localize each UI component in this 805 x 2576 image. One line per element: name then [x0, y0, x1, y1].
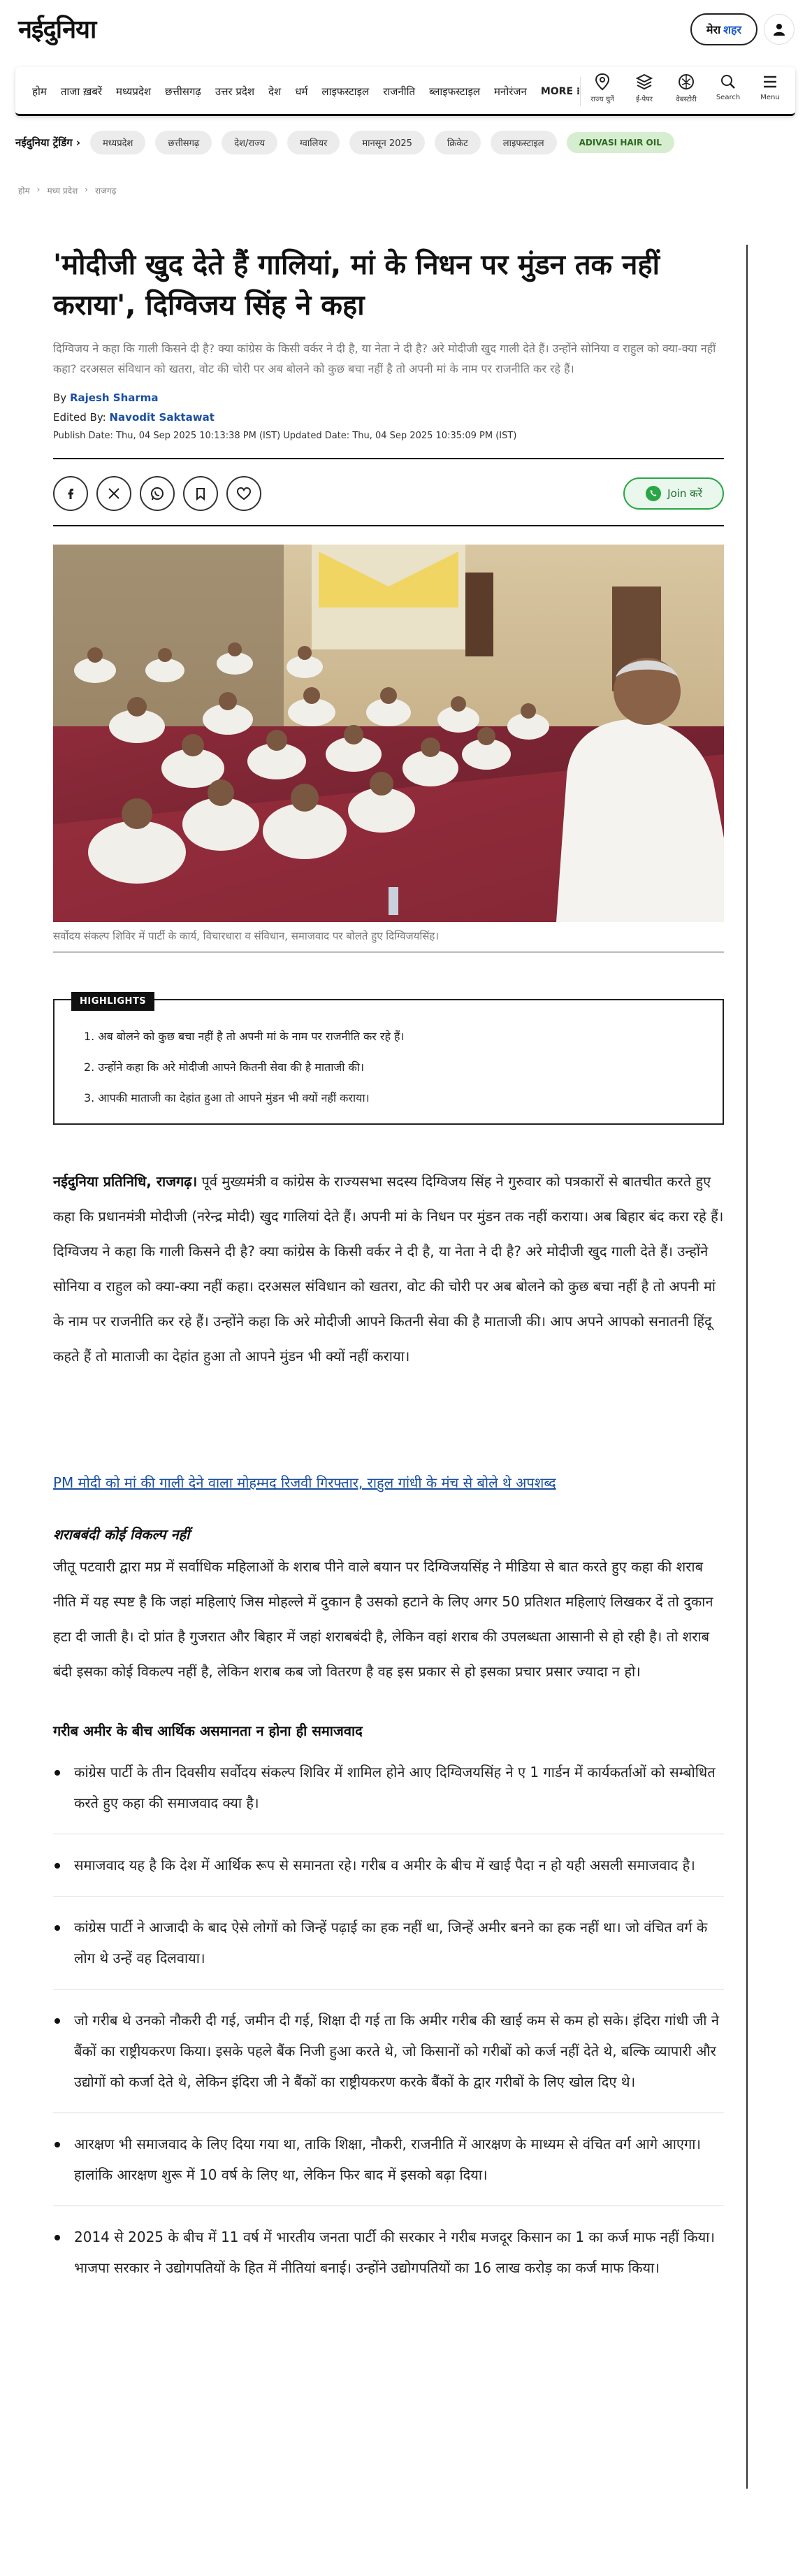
article: [53, 245, 724, 2314]
share-buttons: [53, 476, 261, 511]
user-icon: [772, 22, 786, 36]
trending-chip[interactable]: क्रिकेट: [435, 131, 481, 154]
webstory-label: वेबस्टोरी: [676, 96, 697, 103]
trending-chip[interactable]: मध्यप्रदेश: [90, 131, 145, 154]
related-article-link[interactable]: PM मोदी को मां की गाली देने वाला मोहम्मद रिजवी गिरफ्तार, राहुल गांधी के मंच से बोले थे अपशब्द: [53, 1474, 556, 1491]
bookmark-button[interactable]: [183, 476, 218, 511]
dateline: नईदुनिया प्रतिनिधि, राजगढ़।: [53, 1173, 198, 1190]
state-select-label: राज्य चुनें: [590, 96, 614, 103]
search-icon: [720, 73, 737, 91]
nav-item-entertainment[interactable]: मनोरंजन: [494, 85, 527, 98]
user-profile-button[interactable]: [764, 14, 795, 45]
highlights-box: [53, 996, 724, 1125]
trending-label: नईदुनिया ट्रेंडिंग ›: [15, 136, 80, 149]
menu-button[interactable]: [749, 73, 791, 103]
facebook-icon: [64, 487, 78, 501]
heart-icon: [236, 487, 252, 501]
highlights-list: [84, 1027, 706, 1108]
bullet-item: 2014 से 2025 के बीच में 11 वर्ष में भारतीय जनता पार्टी की सरकार ने गरीब मजदूर किसान का 1 का कर्ज माफ नहीं किया। भाजपा सरकार ने उद्योगपतियों के हित में नीतियां बनाई। उन्होंने उद्योगपतियों का 16 लाख करोड़ का कर्ज माफ किया।: [53, 2222, 724, 2298]
x-icon: [107, 487, 121, 501]
breadcrumb-item[interactable]: मध्य प्रदेश: [47, 186, 78, 196]
article-lead-paragraph: [53, 1164, 724, 1374]
share-row: [53, 458, 724, 526]
byline: [53, 391, 724, 404]
publish-dates: Publish Date: Thu, 04 Sep 2025 10:13:38 PM (IST) Updated Date: Thu, 04 Sep 2025 10:35:09 PM (IST): [53, 431, 517, 441]
nav-items: [25, 67, 587, 116]
bullet-item: आरक्षण भी समाजवाद के लिए दिया गया था, ताकि शिक्षा, नौकरी, राजनीति में आरक्षण के माध्यम से वंचित वर्ग आगे आएगा। हालांकि आरक्षण शुरू में 10 वर्ष के लिए था, लेकिन फिर बाद में इसको बढ़ा दिया।: [53, 2129, 724, 2206]
epaper-label: ई-पेपर: [636, 96, 653, 103]
nav-item-mp[interactable]: मध्यप्रदेश: [116, 85, 152, 98]
breadcrumb-item[interactable]: राजगढ़: [95, 186, 117, 196]
bullet-item: समाजवाद यह है कि देश में आर्थिक रूप से समानता रहे। गरीब व अमीर के बीच में खाई पैदा न हो यही असली समाजवाद है।: [53, 1850, 724, 1897]
bullet-item: जो गरीब थे उनको नौकरी दी गई, जमीन दी गई, शिक्षा दी गई ता कि अमीर गरीब की खाई कम से कम हो सके। इंदिरा गांधी जी ने बैंकों का राष्ट्रीयकरण किया। इसके पहले बैंक निजी हुआ करते थे, जो किसानों को गरीबों को कर्ज नहीं देते थे, बल्कि व्यापारी और उद्योगों को कर्जा देते थे, लेकिन इंदिरा जी ने बैंकों का राष्ट्रीयकरण करके बैंकों के द्वार गरीबों के लिए खोल दिए थे।: [53, 2005, 724, 2113]
highlight-item: 3. आपकी माताजी का देहांत हुआ तो आपने मुंडन भी क्यों नहीं कराया।: [84, 1091, 370, 1104]
like-button[interactable]: [226, 476, 261, 511]
nav-item-lifestyle[interactable]: लाइफस्टाइल: [321, 85, 370, 98]
whatsapp-share-button[interactable]: [140, 476, 175, 511]
edited-by: [53, 411, 724, 424]
breadcrumb-item[interactable]: होम: [18, 186, 30, 196]
socialism-bullets: [53, 1757, 724, 2298]
highlight-item: 2. उन्होंने कहा कि अरे मोदीजी आपने कितनी सेवा की है माताजी की।: [84, 1060, 365, 1074]
site-logo[interactable]: नईदुनिया: [18, 15, 96, 44]
nav-item-latest[interactable]: ताजा ख़बरें: [60, 85, 103, 98]
location-icon: [595, 73, 610, 91]
nav-item-dharm[interactable]: धर्म: [295, 85, 308, 98]
article-summary: दिग्विजय ने कहा कि गाली किसने दी है? क्या कांग्रेस के किसी वर्कर ने दी है, या नेता ने दी है? अरे मोदीजी खुद गाली देते हैं। उन्होंने सोनिया व राहुल को क्या-क्या नहीं कहा? दरअसल संविधान को खतरा, वोट की चोरी पर अब बोलने को कुछ बचा नहीं है तो अपनी मां के नाम पर राजनीति कर रहे हैं।: [53, 342, 716, 375]
bookmark-icon: [194, 487, 208, 501]
nav-more-button[interactable]: MORE ⁝: [540, 86, 581, 97]
search-label: Search: [716, 94, 741, 101]
by-label: By: [53, 391, 67, 404]
trending-chip[interactable]: देश/राज्य: [222, 131, 277, 154]
search-button[interactable]: [707, 73, 749, 103]
whatsapp-join-button[interactable]: [623, 477, 724, 510]
menu-label: Menu: [760, 94, 780, 101]
bullet-item: कांग्रेस पार्टी के तीन दिवसीय सर्वोदय संकल्प शिविर में शामिल होने आए दिग्विजयसिंह ने ए 1 गार्डन में कार्यकर्ताओं को सम्बोधित करते हुए कहा की समाजवाद क्या है।: [53, 1757, 724, 1834]
lead-text: पूर्व मुख्यमंत्री व कांग्रेस के राज्यसभा सदस्य दिग्विजय सिंह ने गुरुवार को पत्रकारों से बातचीत करते हुए कहा कि प्रधानमंत्री मोदीजी (नरेन्द्र मोदी) खुद गालियां देते हैं। अपनी मां के निधन पर मुंडन तक नहीं कराया। अब बिहार बंद करा रहे हैं। दिग्विजय ने कहा कि गाली किसने दी है? क्या कांग्रेस के किसी वर्कर ने दी है, या नेता ने दी है? अरे मोदीजी खुद गाली देते हैं। उन्होंने सोनिया व राहुल को क्या-क्या नहीं कहा। दरअसल संविधान को खतरा, वोट की चोरी पर अब बोलने को कुछ बचा नहीं है तो अपनी मां के नाम पर राजनीति कर रहे हैं। उन्होंने कहा कि अरे मोदीजी आपने कितनी सेवा की है माताजी की। आप अपने आपको सनातनी हिंदू कहते हैं तो माताजी का देहांत हुआ तो आपने मुंडन भी क्यों नहीं कराया।: [53, 1173, 724, 1365]
nav-item-up[interactable]: उत्तर प्रदेश: [215, 85, 255, 98]
my-city-prefix: मेरा: [706, 23, 721, 36]
top-bar: [0, 0, 805, 62]
my-city-suffix: शहर: [723, 23, 742, 36]
highlights-tag: HIGHLIGHTS: [71, 992, 154, 1011]
image-caption: सर्वोदय संकल्प शिविर में पार्टी के कार्य, विचारधारा व संविधान, समाजवाद पर बोलते हुए दिग्विजयसिंह।: [53, 929, 724, 953]
subheading-socialism: गरीब अमीर के बीच आर्थिक असमानता न होना ही समाजवाद: [53, 1722, 363, 1739]
x-share-button[interactable]: [96, 476, 131, 511]
my-city-button[interactable]: [690, 13, 757, 45]
nav-item-home[interactable]: होम: [32, 85, 47, 98]
edited-label: Edited By:: [53, 411, 106, 424]
editor-link[interactable]: Navodit Saktawat: [109, 411, 215, 424]
liquor-ban-paragraph: जीतू पटवारी द्वारा मप्र में सर्वाधिक महिलाओं के शराब पीने वाले बयान पर दिग्विजयसिंह ने मीडिया से बात करते हुए कहा की शराब नीति में यह स्पष्ट है कि जहां महिलाएं जिस मोहल्ले में दुकान है उसको हटाने के लिए अगर 50 प्रतिशत महिलाएं लिखकर दें तो दुकान हटा दी जाती है। दो प्रांत है गुजरात और बिहार में जहां शराबबंदी है, लेकिन वहां शराब की उपलब्धता आसानी से हो रही है। तो शराब बंदी इसका कोई विकल्प नहीं है, लेकिन शराब कब जो वितरण है वह इस प्रकार से हो इसका प्रचार प्रसार ज्यादा न हो।: [53, 1558, 713, 1680]
nav-item-cg[interactable]: छत्तीसगढ़: [165, 85, 201, 98]
subheading-liquor-ban: शराबबंदी कोई विकल्प नहीं: [53, 1526, 190, 1543]
meeting-photo: [53, 545, 724, 922]
trending-chip-sponsored[interactable]: ADIVASI HAIR OIL: [567, 132, 674, 153]
nav-item-lifestyle-2[interactable]: ब्लाइफस्टाइल: [429, 85, 481, 98]
trending-chip[interactable]: लाइफस्टाइल: [491, 131, 557, 154]
breadcrumb-separator: ›: [85, 185, 89, 194]
nav-item-desh[interactable]: देश: [268, 85, 282, 98]
facebook-share-button[interactable]: [53, 476, 88, 511]
bullet-item: कांग्रेस पार्टी ने आजादी के बाद ऐसे लोगों को जिन्हें पढ़ाई का हक नहीं था, जिन्हें अमीर बनने का हक नहीं था। जो वंचित वर्ग के लोग थे उन्हें वह दिलवाया।: [53, 1912, 724, 1989]
author-link[interactable]: Rajesh Sharma: [69, 391, 159, 404]
menu-icon: [762, 73, 778, 91]
whatsapp-icon: [150, 486, 165, 501]
join-label: Join करें: [667, 487, 702, 500]
epaper-button[interactable]: [623, 73, 665, 103]
nav-item-politics[interactable]: राजनीति: [383, 85, 416, 98]
article-headline: 'मोदीजी खुद देते हैं गालियां, मां के निधन पर मुंडन तक नहीं कराया', दिग्विजय सिंह ने कहा: [53, 249, 660, 322]
breadcrumb: [18, 185, 117, 196]
state-select-button[interactable]: [581, 73, 623, 103]
brain-icon: [678, 73, 695, 91]
trending-chip[interactable]: मानसून 2025: [349, 131, 425, 154]
trending-bar: [15, 129, 684, 157]
nav-separator: [580, 77, 581, 106]
layers-icon: [636, 73, 653, 91]
nav-icon-group: [581, 73, 791, 103]
webstory-button[interactable]: [665, 73, 707, 103]
hero-image: [53, 545, 724, 922]
trending-chip[interactable]: ग्वालियर: [287, 131, 340, 154]
column-rule: [746, 245, 748, 2489]
main-navigation: [15, 67, 795, 116]
whatsapp-icon: [645, 485, 662, 502]
trending-chip[interactable]: छत्तीसगढ़: [155, 131, 212, 154]
highlight-item: 1. अब बोलने को कुछ बचा नहीं है तो अपनी मां के नाम पर राजनीति कर रहे हैं।: [84, 1030, 405, 1043]
breadcrumb-separator: ›: [36, 185, 41, 194]
